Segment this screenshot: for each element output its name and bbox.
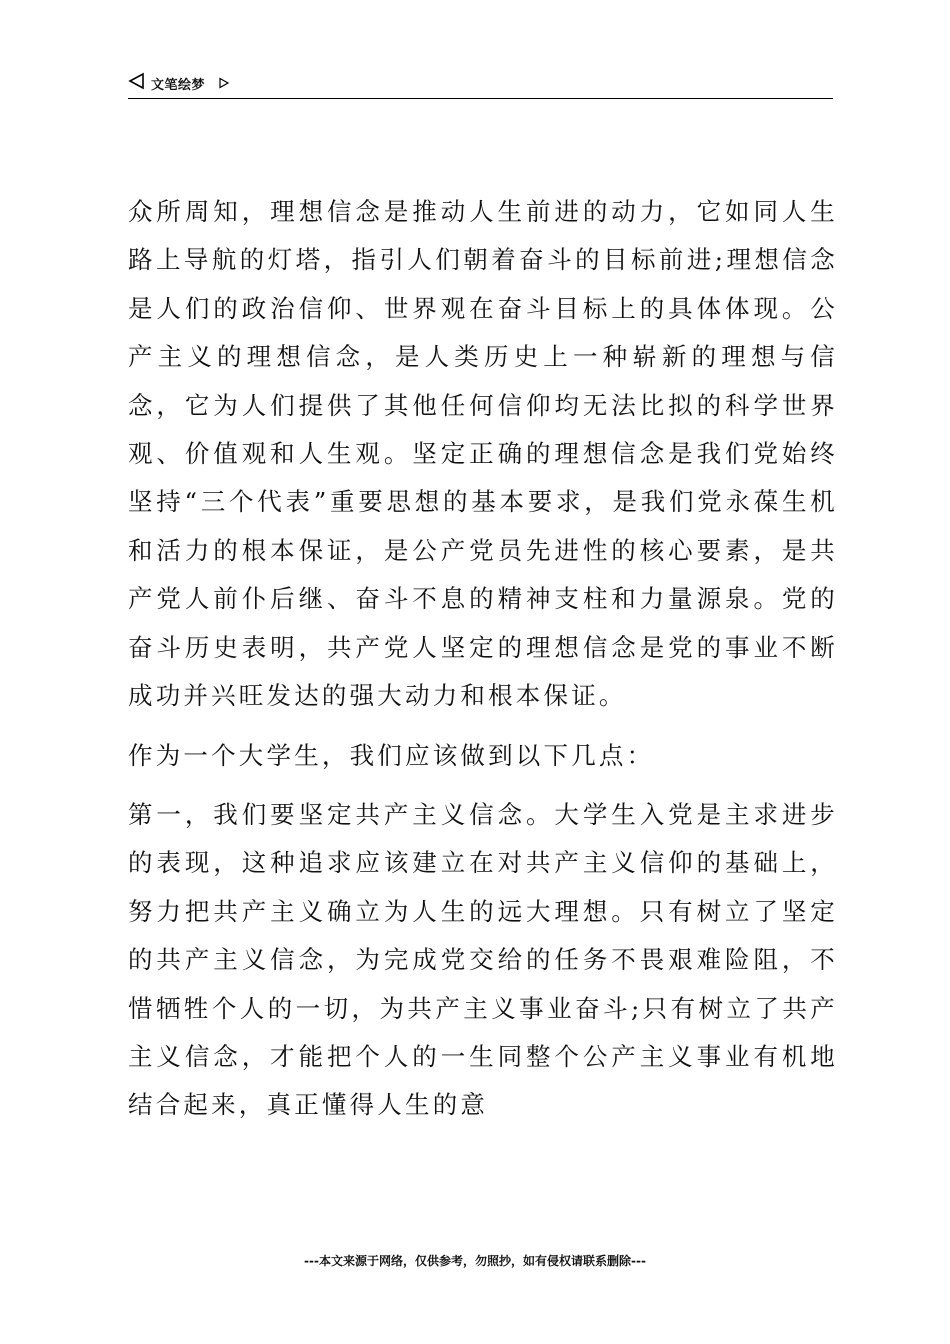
footer-disclaimer: ---本文来源于网络，仅供参考，勿照抄，如有侵权请联系删除--- (304, 1254, 646, 1268)
page-header (128, 70, 833, 99)
triangle-left-outline-icon (128, 72, 146, 90)
paragraph-intro: 众所周知，理想信念是推动人生前进的动力，它如同人生路上导航的灯塔，指引人们朝着奋斗的目标前进;理想信念是人们的政治信仰、世界观在奋斗目标上的具体体现。公产主义的理想信念，是人类历史上一种崭新的理想与信念，它为人们提供了其他任何信仰均无法比拟的科学世界观、价值观和人生观。坚定正确的理想信念是我们党始终坚持“三个代表”重要思想的基本要求，是我们党永葆生机和活力的根本保证，是公产党员先进性的核心要素，是共产党人前仆后继、奋斗不息的精神支柱和力量源泉。党的奋斗历史表明，共产党人坚定的理想信念是党的事业不断成功并兴旺发达的强大动力和根本保证。 (128, 197, 838, 711)
paragraph-first-point: 第一，我们要坚定共产主义信念。大学生入党是主求进步的表现，这种追求应该建立在对共产主义信仰的基础上，努力把共产主义确立为人生的远大理想。只有树立了坚定的共产主义信念，为完成党交给的任务不畏艰难险阻，不惜牺牲个人的一切，为共产主义事业奋斗;只有树立了共产主义信念，才能把个人的一生同整个公产主义事业有机地结合起来，真正懂得人生的意 (128, 799, 838, 1120)
document-body (128, 188, 838, 1130)
header-title: 文笔绘梦 (151, 78, 206, 93)
paragraph-lead-in: 作为一个大学生，我们应该做到以下几点： (128, 741, 655, 771)
triangle-right-outline-icon (218, 74, 230, 86)
